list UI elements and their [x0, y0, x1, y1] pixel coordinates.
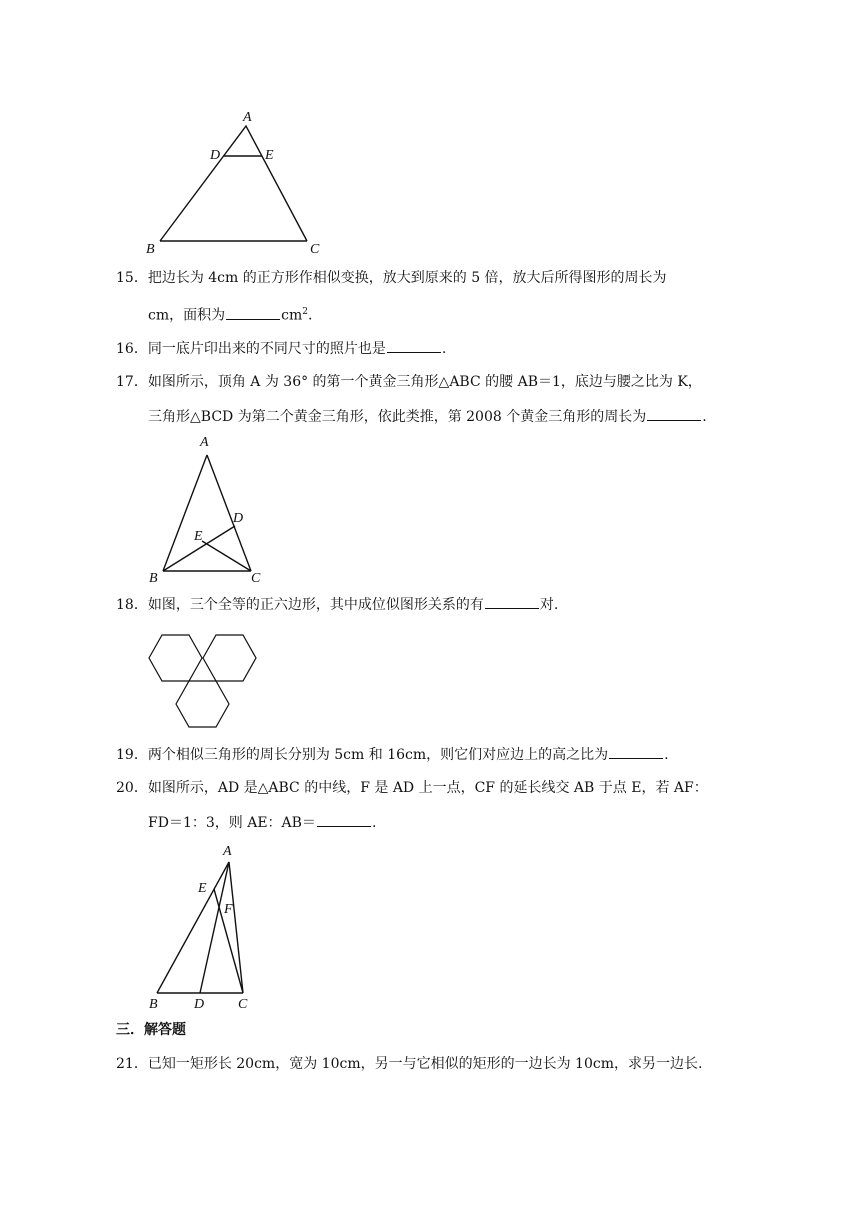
label-a: A — [200, 435, 209, 450]
question-number: 20． — [116, 780, 148, 796]
period: . — [371, 815, 377, 831]
label-a: A — [243, 110, 252, 125]
section-heading: 三．解答题 — [116, 1022, 186, 1038]
question-18 — [116, 594, 558, 615]
question-number: 18． — [116, 597, 148, 613]
label-d: D — [233, 511, 244, 526]
question-17 — [116, 372, 702, 392]
question-15-line2 — [148, 302, 312, 326]
question-text: 如图所示，AD 是△ABC 的中线，F 是 AD 上一点，CF 的延长线交 AB 于点 E，若 AF： — [147, 780, 708, 796]
question-number: 16． — [116, 341, 148, 357]
label-b: B — [146, 242, 155, 257]
question-21 — [116, 1054, 702, 1074]
label-f: F — [224, 902, 233, 917]
question-number: 15． — [116, 270, 148, 286]
answer-blank[interactable] — [609, 744, 663, 759]
label-c: C — [251, 571, 261, 586]
question-number: 21． — [116, 1056, 148, 1072]
label-c: C — [238, 997, 248, 1012]
question-text: 把边长为 4cm 的正方形作相似变换，放大到原来的 5 倍，放大后所得图形的周长为 — [147, 270, 667, 286]
answer-blank[interactable] — [485, 594, 539, 609]
golden-triangle-figure — [140, 430, 280, 590]
period: . — [441, 341, 447, 357]
question-19 — [116, 744, 669, 765]
question-20 — [116, 778, 708, 798]
superscript: 2 — [302, 307, 308, 317]
label-d: D — [210, 148, 221, 163]
question-text: cm，面积为 — [148, 307, 226, 324]
question-text: 如图，三个全等的正六边形，其中成位似图形关系的有 — [147, 597, 484, 613]
label-b: B — [149, 997, 158, 1012]
question-text: 同一底片印出来的不同尺寸的照片也是 — [147, 341, 386, 357]
answer-blank[interactable] — [226, 305, 280, 320]
triangle-ade-figure — [140, 100, 340, 260]
period: . — [702, 409, 707, 425]
question-text: 如图所示，顶角 A 为 36° 的第一个黄金三角形△ABC 的腰 AB＝1，底边与腰之比为 K， — [147, 374, 702, 390]
label-c: C — [310, 242, 320, 257]
label-b: B — [149, 571, 158, 586]
question-number: 19． — [116, 747, 148, 763]
label-d: D — [194, 997, 205, 1012]
label-e: E — [265, 148, 274, 163]
period: . — [307, 307, 313, 324]
question-text: 两个相似三角形的周长分别为 5cm 和 16cm，则它们对应边上的高之比为 — [147, 747, 609, 763]
period: . — [664, 747, 669, 763]
unit-text: cm — [281, 307, 303, 324]
question-15 — [116, 268, 667, 288]
question-text: 已知一矩形长 20cm，宽为 10cm，另一与它相似的矩形的一边长为 10cm，求另一边长. — [147, 1056, 703, 1072]
question-text: 三角形△BCD 为第二个黄金三角形，依此类推，第 2008 个黄金三角形的周长为 — [148, 409, 647, 425]
label-e: E — [198, 881, 207, 896]
median-triangle-figure — [140, 840, 270, 1015]
three-hexagons-figure — [140, 626, 270, 731]
label-e: E — [194, 529, 203, 544]
question-number: 17． — [116, 374, 148, 390]
label-a: A — [223, 844, 232, 859]
answer-blank[interactable] — [387, 338, 441, 353]
question-20-line2 — [148, 812, 376, 833]
answer-blank[interactable] — [317, 812, 371, 827]
answer-blank[interactable] — [647, 406, 701, 421]
question-17-line2 — [148, 406, 707, 427]
question-text: FD＝1：3，则 AE：AB＝ — [148, 815, 316, 831]
question-text-end: 对. — [539, 597, 559, 613]
question-16 — [116, 338, 446, 359]
